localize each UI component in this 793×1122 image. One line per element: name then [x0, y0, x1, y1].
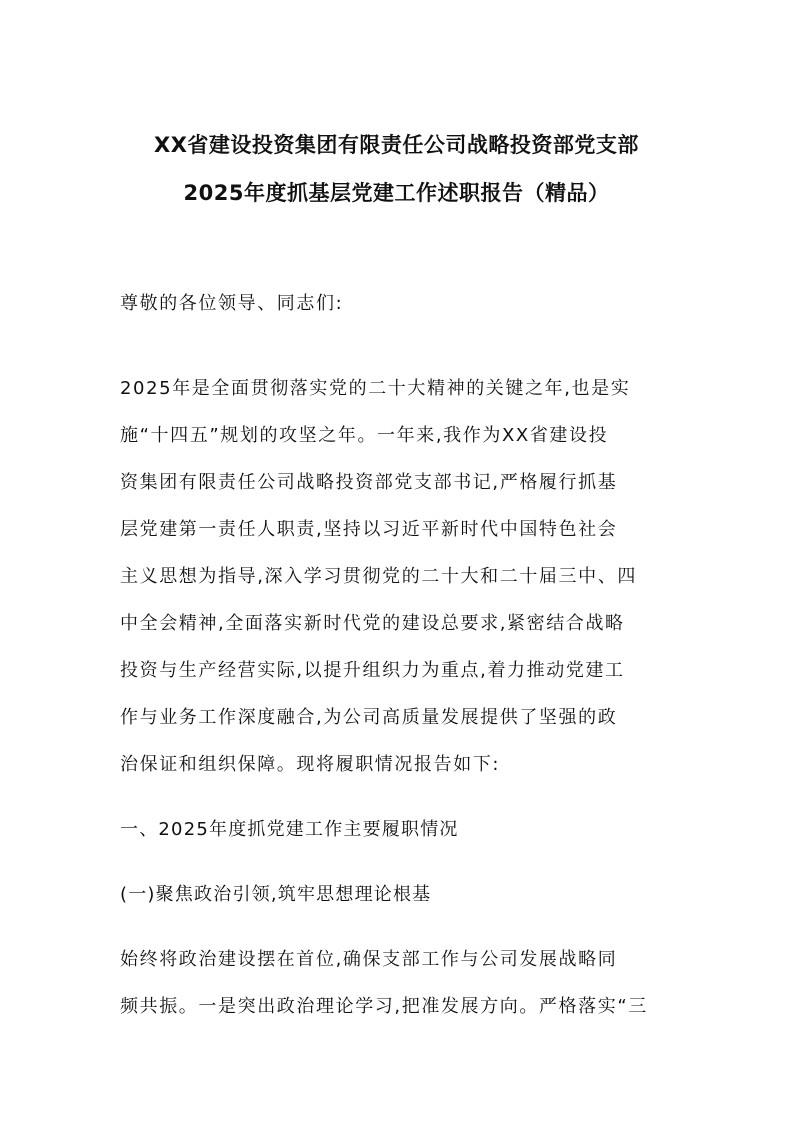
body-paragraph-line: 始终将政治建设摆在首位,确保支部工作与公司发展战略同	[120, 949, 618, 970]
body-paragraph-line: 频共振。一是突出政治理论学习,把准发展方向。严格落实“三	[120, 996, 648, 1017]
subsection-heading: (一)聚焦政治引领,筑牢思想理论根基	[120, 884, 432, 905]
intro-paragraph-line: 作与业务工作深度融合,为公司高质量发展提供了坚强的政	[120, 707, 618, 728]
intro-paragraph-line: 层党建第一责任人职责,坚持以习近平新时代中国特色社会	[120, 519, 618, 540]
intro-paragraph-line: 主义思想为指导,深入学习贯彻党的二十大和二十届三中、四	[120, 566, 637, 587]
intro-paragraph-line: 投资与生产经营实际,以提升组织力为重点,着力推动党建工	[120, 660, 625, 681]
intro-paragraph-line: 治保证和组织保障。现将履职情况报告如下:	[120, 754, 501, 775]
intro-paragraph-line: 中全会精神,全面落实新时代党的建设总要求,紧密结合战略	[120, 613, 625, 634]
intro-paragraph-line: 资集团有限责任公司战略投资部党支部书记,严格履行抓基	[120, 472, 618, 493]
document-title-line-2: 2025年度抓基层党建工作述职报告（精品）	[183, 181, 610, 205]
salutation: 尊敬的各位领导、同志们:	[120, 293, 344, 314]
intro-paragraph-line: 2025年是全面贯彻落实党的二十大精神的关键之年,也是实	[120, 378, 631, 399]
document-title-line-1: XX省建设投资集团有限责任公司战略投资部党支部	[154, 133, 639, 157]
section-heading: 一、2025年度抓党建工作主要履职情况	[120, 819, 459, 840]
intro-paragraph-line: 施“十四五”规划的攻坚之年。一年来,我作为XX省建设投	[120, 425, 609, 446]
